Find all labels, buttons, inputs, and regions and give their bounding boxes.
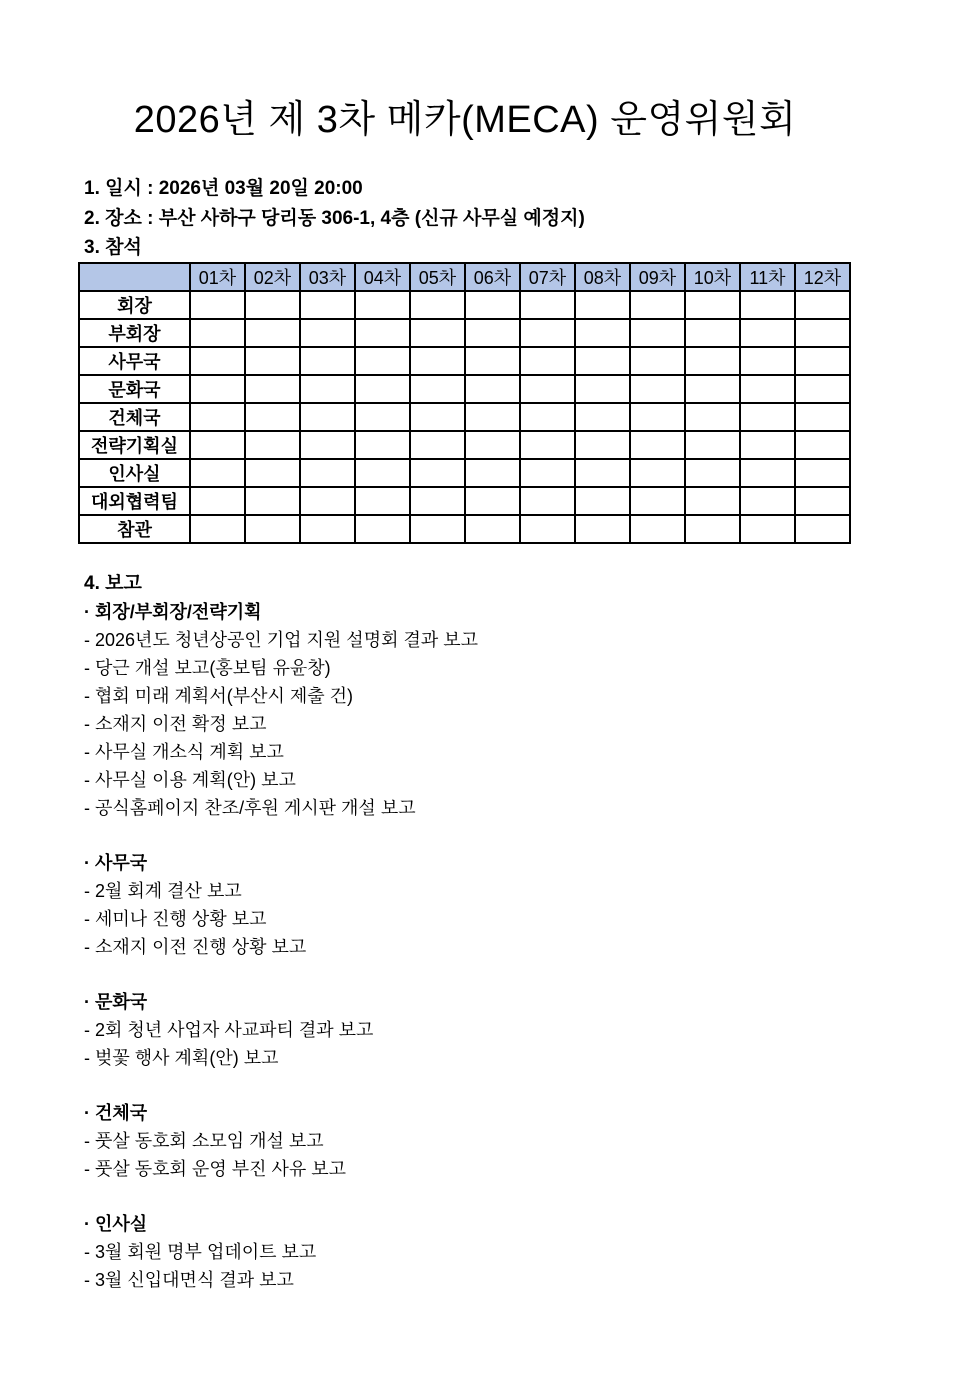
attendance-cell[interactable] xyxy=(355,431,410,459)
attendance-cell[interactable] xyxy=(630,459,685,487)
attendance-cell[interactable] xyxy=(355,291,410,319)
section-spacer xyxy=(84,961,478,988)
round-header-cell: 06차 xyxy=(465,263,520,291)
attendance-cell[interactable] xyxy=(575,291,630,319)
attendance-row-label: 회장 xyxy=(79,291,190,319)
round-header-cell: 05차 xyxy=(410,263,465,291)
round-header-cell: 11차 xyxy=(740,263,795,291)
attendance-cell[interactable] xyxy=(245,431,300,459)
attendance-cell[interactable] xyxy=(740,515,795,543)
report-item: - 당근 개설 보고(홍보팀 유윤창) xyxy=(84,658,331,678)
attendance-row xyxy=(79,375,850,403)
attendance-cell[interactable] xyxy=(740,291,795,319)
attendance-cell[interactable] xyxy=(630,487,685,515)
attendance-cell[interactable] xyxy=(410,431,465,459)
attendance-cell[interactable] xyxy=(245,459,300,487)
report-item: - 소재지 이전 진행 상황 보고 xyxy=(84,937,307,957)
attendance-cell[interactable] xyxy=(245,319,300,347)
attendance-cell[interactable] xyxy=(575,403,630,431)
attendance-row-label: 문화국 xyxy=(79,375,190,403)
attendance-cell[interactable] xyxy=(685,431,740,459)
attendance-cell[interactable] xyxy=(685,375,740,403)
attendance-cell[interactable] xyxy=(245,403,300,431)
attendance-cell[interactable] xyxy=(465,403,520,431)
attendance-cell[interactable] xyxy=(355,459,410,487)
attendance-cell[interactable] xyxy=(520,431,575,459)
attendance-cell[interactable] xyxy=(190,319,245,347)
attendance-cell[interactable] xyxy=(300,459,355,487)
report-item: - 3월 회원 명부 업데이트 보고 xyxy=(84,1242,317,1262)
attendance-row-label: 사무국 xyxy=(79,347,190,375)
attendance-heading: 3. 참석 xyxy=(84,237,142,258)
attendance-cell[interactable] xyxy=(520,347,575,375)
attendance-cell[interactable] xyxy=(245,487,300,515)
attendance-row xyxy=(79,487,850,515)
attendance-cell[interactable] xyxy=(795,431,850,459)
attendance-cell[interactable] xyxy=(190,459,245,487)
attendance-cell[interactable] xyxy=(795,403,850,431)
attendance-cell[interactable] xyxy=(520,403,575,431)
attendance-cell[interactable] xyxy=(575,515,630,543)
report-item: - 풋살 동호회 소모임 개설 보고 xyxy=(84,1131,324,1151)
attendance-cell[interactable] xyxy=(630,291,685,319)
attendance-cell[interactable] xyxy=(190,431,245,459)
attendance-cell[interactable] xyxy=(300,347,355,375)
attendance-cell[interactable] xyxy=(520,487,575,515)
attendance-cell[interactable] xyxy=(740,375,795,403)
attendance-row-label: 전략기획실 xyxy=(79,431,190,459)
attendance-cell[interactable] xyxy=(300,515,355,543)
report-section-title: · 회장/부회장/전략기획 xyxy=(84,602,262,622)
attendance-cell[interactable] xyxy=(465,291,520,319)
report-item: - 2회 청년 사업자 사교파티 결과 보고 xyxy=(84,1020,374,1040)
attendance-cell[interactable] xyxy=(630,319,685,347)
attendance-cell[interactable] xyxy=(685,459,740,487)
section-spacer xyxy=(84,822,478,849)
attendance-cell[interactable] xyxy=(795,515,850,543)
attendance-cell[interactable] xyxy=(245,347,300,375)
attendance-cell[interactable] xyxy=(410,487,465,515)
attendance-row-label: 인사실 xyxy=(79,459,190,487)
attendance-cell[interactable] xyxy=(355,375,410,403)
attendance-cell[interactable] xyxy=(795,347,850,375)
attendance-cell[interactable] xyxy=(630,375,685,403)
attendance-cell[interactable] xyxy=(685,319,740,347)
attendance-cell[interactable] xyxy=(465,375,520,403)
attendance-cell[interactable] xyxy=(300,487,355,515)
report-item: - 사무실 이용 계획(안) 보고 xyxy=(84,770,296,790)
report-item: - 풋살 동호회 운영 부진 사유 보고 xyxy=(84,1159,347,1179)
attendance-cell[interactable] xyxy=(410,319,465,347)
attendance-cell[interactable] xyxy=(685,291,740,319)
attendance-cell[interactable] xyxy=(300,403,355,431)
attendance-cell[interactable] xyxy=(795,459,850,487)
attendance-table xyxy=(78,262,851,544)
attendance-cell[interactable] xyxy=(410,515,465,543)
section-spacer xyxy=(84,1072,478,1099)
attendance-cell[interactable] xyxy=(300,291,355,319)
attendance-cell[interactable] xyxy=(520,459,575,487)
report-section-title: · 건체국 xyxy=(84,1103,148,1123)
report-item: - 세미나 진행 상황 보고 xyxy=(84,909,267,929)
attendance-cell[interactable] xyxy=(630,403,685,431)
attendance-cell[interactable] xyxy=(575,319,630,347)
attendance-cell[interactable] xyxy=(355,319,410,347)
attendance-cell[interactable] xyxy=(355,487,410,515)
attendance-cell[interactable] xyxy=(465,431,520,459)
report-item: - 공식홈페이지 찬조/후원 게시판 개설 보고 xyxy=(84,798,416,818)
attendance-cell[interactable] xyxy=(300,319,355,347)
attendance-row-label: 건체국 xyxy=(79,403,190,431)
meeting-place: 2. 장소 : 부산 사하구 당리동 306-1, 4층 (신규 사무실 예정지) xyxy=(84,208,585,229)
attendance-cell[interactable] xyxy=(190,291,245,319)
attendance-cell[interactable] xyxy=(685,515,740,543)
attendance-cell[interactable] xyxy=(355,515,410,543)
round-header-cell: 12차 xyxy=(795,263,850,291)
attendance-cell[interactable] xyxy=(740,319,795,347)
attendance-cell[interactable] xyxy=(795,375,850,403)
attendance-row xyxy=(79,319,850,347)
report-item: - 벚꽃 행사 계획(안) 보고 xyxy=(84,1048,279,1068)
attendance-cell[interactable] xyxy=(520,375,575,403)
attendance-row-label: 대외협력팀 xyxy=(79,487,190,515)
attendance-cell[interactable] xyxy=(740,487,795,515)
attendance-cell[interactable] xyxy=(740,459,795,487)
attendance-cell[interactable] xyxy=(795,319,850,347)
attendance-row xyxy=(79,515,850,543)
round-header-cell: 07차 xyxy=(520,263,575,291)
report-item: - 2월 회계 결산 보고 xyxy=(84,881,242,901)
reports-heading: 4. 보고 xyxy=(84,573,142,594)
document-title: 2026년 제 3차 메카(MECA) 운영위원회 xyxy=(133,99,797,141)
attendance-cell[interactable] xyxy=(355,403,410,431)
round-header-cell: 02차 xyxy=(245,263,300,291)
attendance-cell[interactable] xyxy=(520,291,575,319)
attendance-cell[interactable] xyxy=(575,347,630,375)
attendance-cell[interactable] xyxy=(190,403,245,431)
report-item: - 협회 미래 계획서(부산시 제출 건) xyxy=(84,686,354,706)
attendance-cell[interactable] xyxy=(465,347,520,375)
attendance-row-label: 부회장 xyxy=(79,319,190,347)
attendance-cell[interactable] xyxy=(740,403,795,431)
round-header-cell: 01차 xyxy=(190,263,245,291)
round-header-cell: 10차 xyxy=(685,263,740,291)
attendance-cell[interactable] xyxy=(795,487,850,515)
attendance-cell[interactable] xyxy=(300,431,355,459)
attendance-cell[interactable] xyxy=(520,319,575,347)
attendance-row xyxy=(79,347,850,375)
attendance-cell[interactable] xyxy=(245,515,300,543)
attendance-cell[interactable] xyxy=(685,487,740,515)
report-section-title: · 인사실 xyxy=(84,1214,148,1234)
attendance-cell[interactable] xyxy=(575,459,630,487)
attendance-cell[interactable] xyxy=(410,375,465,403)
attendance-cell[interactable] xyxy=(575,431,630,459)
round-header-cell: 09차 xyxy=(630,263,685,291)
attendance-cell[interactable] xyxy=(190,515,245,543)
attendance-cell[interactable] xyxy=(245,375,300,403)
attendance-cell[interactable] xyxy=(795,291,850,319)
attendance-cell[interactable] xyxy=(520,515,575,543)
reports-section xyxy=(84,570,478,1294)
corner-cell xyxy=(79,263,190,291)
report-section-title: · 문화국 xyxy=(84,992,148,1012)
attendance-row-label: 참관 xyxy=(79,515,190,543)
attendance-cell[interactable] xyxy=(245,291,300,319)
report-item: - 2026년도 청년상공인 기업 지원 설명회 결과 보고 xyxy=(84,630,479,650)
attendance-cell[interactable] xyxy=(410,459,465,487)
round-header-cell: 08차 xyxy=(575,263,630,291)
report-item: - 소재지 이전 확정 보고 xyxy=(84,714,267,734)
attendance-cell[interactable] xyxy=(190,487,245,515)
attendance-cell[interactable] xyxy=(575,375,630,403)
attendance-cell[interactable] xyxy=(355,347,410,375)
meeting-date: 1. 일시 : 2026년 03월 20일 20:00 xyxy=(84,178,363,199)
attendance-cell[interactable] xyxy=(685,403,740,431)
attendance-cell[interactable] xyxy=(575,487,630,515)
report-item: - 사무실 개소식 계획 보고 xyxy=(84,742,284,762)
attendance-row xyxy=(79,459,850,487)
attendance-cell[interactable] xyxy=(300,375,355,403)
attendance-cell[interactable] xyxy=(740,347,795,375)
round-header-cell: 03차 xyxy=(300,263,355,291)
attendance-cell[interactable] xyxy=(410,291,465,319)
attendance-cell[interactable] xyxy=(630,431,685,459)
attendance-row xyxy=(79,291,850,319)
section-spacer xyxy=(84,1183,478,1210)
attendance-row xyxy=(79,431,850,459)
attendance-cell[interactable] xyxy=(190,375,245,403)
attendance-cell[interactable] xyxy=(410,347,465,375)
attendance-cell[interactable] xyxy=(410,403,465,431)
attendance-cell[interactable] xyxy=(465,459,520,487)
attendance-header-row xyxy=(79,263,850,291)
attendance-cell[interactable] xyxy=(685,347,740,375)
attendance-cell[interactable] xyxy=(465,487,520,515)
report-item: - 3월 신입대면식 결과 보고 xyxy=(84,1270,294,1290)
attendance-cell[interactable] xyxy=(630,347,685,375)
attendance-cell[interactable] xyxy=(465,515,520,543)
attendance-cell[interactable] xyxy=(630,515,685,543)
round-header-cell: 04차 xyxy=(355,263,410,291)
attendance-cell[interactable] xyxy=(465,319,520,347)
attendance-row xyxy=(79,403,850,431)
attendance-cell[interactable] xyxy=(190,347,245,375)
attendance-cell[interactable] xyxy=(740,431,795,459)
report-section-title: · 사무국 xyxy=(84,853,148,873)
